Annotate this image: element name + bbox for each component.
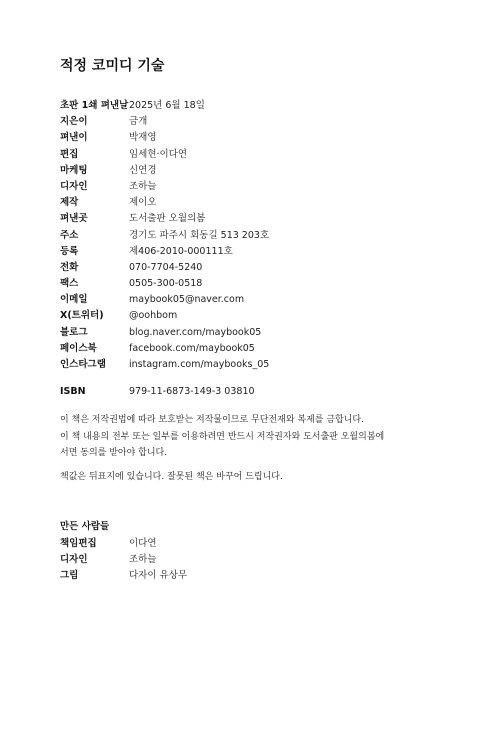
colophon-row-marketing bbox=[60, 163, 460, 179]
row-value: 금개 bbox=[129, 116, 148, 128]
row-value: 070-7704-5240 bbox=[129, 261, 203, 273]
colophon-row-blog bbox=[60, 325, 460, 341]
row-label: 그림 bbox=[60, 570, 79, 582]
colophon-row-instagram bbox=[60, 357, 460, 373]
colophon-row-registration bbox=[60, 244, 460, 260]
makers-list bbox=[60, 536, 460, 585]
colophon-row-fax bbox=[60, 276, 460, 292]
row-label: 펴낸이 bbox=[60, 132, 88, 144]
row-label: 주소 bbox=[60, 229, 79, 241]
row-value: 제406-2010-000111호 bbox=[129, 245, 233, 257]
maker-row-editor bbox=[60, 536, 460, 552]
row-label: 이메일 bbox=[60, 294, 88, 306]
row-label: 인스타그램 bbox=[60, 359, 106, 370]
row-value: 조하늘 bbox=[129, 554, 157, 566]
row-label: 초판 1쇄 펴낸날 bbox=[60, 100, 129, 111]
copyright-notice bbox=[60, 412, 460, 462]
isbn-value: 979-11-6873-149-3 03810 bbox=[129, 386, 255, 398]
row-label: 책임편집 bbox=[60, 537, 97, 549]
colophon-row-production bbox=[60, 195, 460, 211]
colophon-row-editing bbox=[60, 147, 460, 163]
row-label: 마케팅 bbox=[60, 164, 88, 176]
book-title: 적정 코미디 기술 bbox=[60, 58, 165, 74]
row-label: 페이스북 bbox=[60, 342, 97, 354]
isbn-row bbox=[60, 384, 460, 400]
row-value: 박재영 bbox=[129, 132, 157, 144]
colophon-list bbox=[60, 98, 460, 373]
row-label: 편집 bbox=[60, 148, 79, 160]
row-value: 이다연 bbox=[129, 537, 157, 549]
row-value: blog.naver.com/maybook05 bbox=[129, 326, 262, 338]
row-value: 다자이 유상무 bbox=[129, 570, 188, 582]
row-value: 0505-300-0518 bbox=[129, 278, 203, 290]
colophon-row-publisher bbox=[60, 130, 460, 146]
row-value: 경기도 파주시 회동길 513 203호 bbox=[129, 229, 270, 241]
row-value: instagram.com/maybooks_05 bbox=[129, 359, 270, 370]
row-label: 디자인 bbox=[60, 554, 88, 566]
copyright-line: 서면 동의를 받아야 합니다. bbox=[60, 448, 168, 459]
row-label: 팩스 bbox=[60, 278, 79, 290]
colophon-row-design bbox=[60, 179, 460, 195]
colophon-row-twitter bbox=[60, 308, 460, 324]
isbn-label: ISBN bbox=[60, 386, 86, 398]
copyright-line: 이 책 내용의 전부 또는 일부를 이용하려면 반드시 저작권자와 도서출판 오월의봄에 bbox=[60, 431, 385, 442]
row-value: 도서출판 오월의봄 bbox=[129, 213, 206, 225]
row-label: X(트위터) bbox=[60, 310, 104, 322]
maker-row-illustration bbox=[60, 568, 460, 584]
colophon-row-author bbox=[60, 114, 460, 130]
row-label: 등록 bbox=[60, 245, 79, 257]
row-value: maybook05@naver.com bbox=[129, 294, 245, 306]
row-label: 제작 bbox=[60, 197, 79, 209]
maker-row-design bbox=[60, 552, 460, 568]
row-value: 임세현·이다연 bbox=[129, 148, 188, 160]
row-label: 지은이 bbox=[60, 116, 88, 128]
colophon-row-phone bbox=[60, 260, 460, 276]
row-value: 조하늘 bbox=[129, 180, 157, 192]
copyright-line: 이 책은 저작권법에 따라 보호받는 저작물이므로 무단전재와 복제를 금합니다. bbox=[60, 415, 364, 426]
row-label: 전화 bbox=[60, 261, 79, 273]
colophon-row-first-edition bbox=[60, 98, 460, 114]
price-notice: 책값은 뒤표지에 있습니다. 잘못된 책은 바꾸어 드립니다. bbox=[60, 471, 283, 482]
row-value: @oohbom bbox=[129, 310, 178, 322]
colophon-row-address bbox=[60, 228, 460, 244]
row-label: 블로그 bbox=[60, 326, 88, 338]
row-label: 펴낸곳 bbox=[60, 213, 88, 225]
colophon-row-email bbox=[60, 292, 460, 308]
row-value: 신연경 bbox=[129, 164, 157, 176]
colophon-row-facebook bbox=[60, 341, 460, 357]
row-value: 제이오 bbox=[129, 197, 157, 209]
row-label: 디자인 bbox=[60, 180, 88, 192]
row-value: facebook.com/maybook05 bbox=[129, 342, 255, 354]
makers-heading: 만든 사람들 bbox=[60, 520, 110, 532]
row-value: 2025년 6월 18일 bbox=[129, 100, 205, 111]
colophon-row-publishing-house bbox=[60, 211, 460, 227]
colophon-page bbox=[60, 56, 460, 584]
